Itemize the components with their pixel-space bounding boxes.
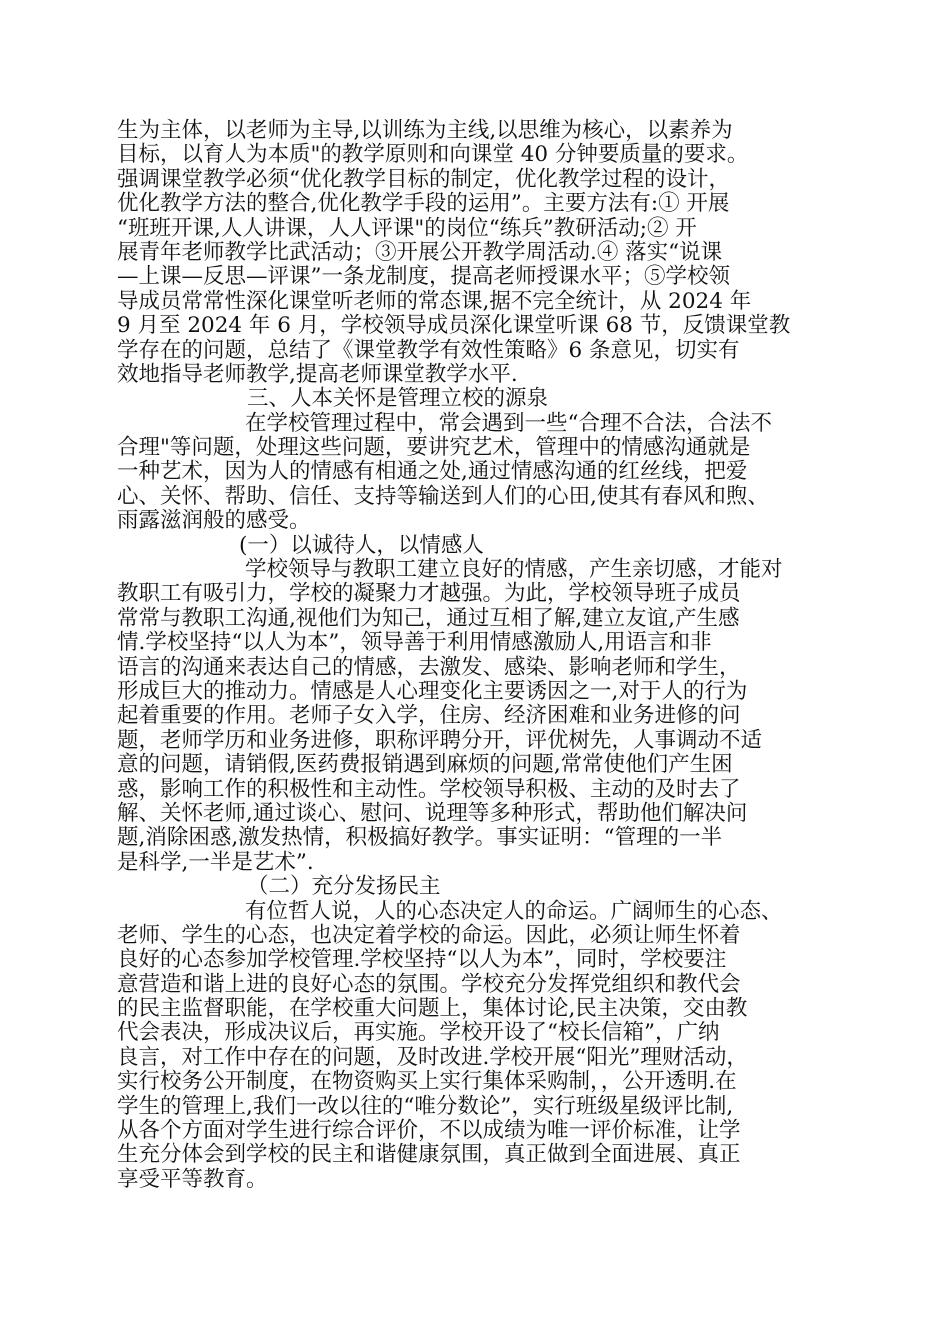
text-line: 形成巨大的推动力。情感是人心理变化主要诱因之一,对于人的行为: [117, 678, 748, 704]
text-line: 情.学校坚持“以人为本”，领导善于利用情感激励人,用语言和非: [117, 630, 712, 656]
text-line: 解、关怀老师,通过谈心、慰问、说理等多种形式，帮助他们解决问: [117, 800, 748, 826]
text-line: 起着重要的作用。老师子女入学，住房、经济困难和业务进修的问: [117, 703, 741, 729]
text-line: 展青年老师教学比武活动；③开展公开教学周活动.④ 落实“说课: [117, 239, 723, 265]
text-line: 实行校务公开制度，在物资购买上实行集体采购制，，公开透明.在: [117, 1069, 737, 1095]
text-line: 目标，以育人为本质"的教学原则和向课堂 40 分钟要质量的要求。: [117, 142, 749, 168]
text-line: 语言的沟通来表达自己的情感，去激发、感染、影响老师和学生，: [117, 654, 741, 680]
section-heading: (一）以诚待人，以情感人: [239, 532, 484, 558]
text-line: 导成员常常性深化课堂听老师的常态课,据不完全统计，从 2024 年: [117, 288, 752, 314]
text-line: 学生的管理上,我们一改以往的“唯分数论”，实行班级星级评比制,: [117, 1093, 734, 1119]
text-line: 老师、学生的心态，也决定着学校的命运。因此，必须让师生怀着: [117, 922, 741, 948]
text-line: 题,消除困惑,激发热情，积极搞好教学。事实证明：“管理的一半: [117, 825, 723, 851]
text-line: 题，老师学历和业务进修，职称评聘分开，评优树先，人事调动不适: [117, 727, 763, 753]
text-line: 一种艺术，因为人的情感有相通之处,通过情感沟通的红丝线，把爱: [117, 459, 748, 485]
text-line: 从各个方面对学生进行综合评价，不以成绩为唯一评价标准，让学: [117, 1118, 741, 1144]
text-line: 9 月至 2024 年 6 月，学校领导成员深化课堂听课 68 节，反馈课堂教: [117, 313, 791, 339]
section-heading: 三、人本关怀是管理立校的源泉: [247, 386, 549, 412]
text-line: 在学校管理过程中，常会遇到一些“合理不合法，合法不: [245, 410, 772, 436]
text-line: 意营造和谐上进的良好心态的氛围。学校充分发挥党组织和教代会: [117, 971, 741, 997]
text-line: 生为主体，以老师为主导,以训练为主线,以思维为核心，以素养为: [117, 118, 733, 143]
document-body: [117, 119, 823, 1192]
text-line: 心、关怀、帮助、信任、支持等输送到人们的心田,使其有春风和煦、: [117, 483, 769, 509]
text-line: 常常与教职工沟通,视他们为知己，通过互相了解,建立友谊,产生感: [117, 605, 740, 631]
text-line: 学校领导与教职工建立良好的情感，产生亲切感，才能对: [245, 557, 783, 583]
text-line: 有位哲人说，人的心态决定人的命运。广阔师生的心态、: [245, 898, 783, 924]
text-line: 合理"等问题，处理这些问题，要讲究艺术，管理中的情感沟通就是: [117, 435, 751, 461]
text-line: 良言，对工作中存在的问题，及时改进.学校开展“阳光”理财活动，: [117, 1044, 748, 1070]
text-line: 享受平等教育。: [117, 1166, 268, 1192]
text-line: 良好的心态参加学校管理.学校坚持“以人为本”，同时，学校要注: [117, 947, 727, 973]
text-line: 教职工有吸引力，学校的凝聚力才越强。为此，学校领导班子成员: [117, 581, 741, 607]
text-line: 的民主监督职能，在学校重大问题上，集体讨论,民主决策，交由教: [117, 996, 748, 1022]
section-heading: （二）充分发扬民主: [247, 874, 441, 900]
text-line: 强调课堂教学必须“优化教学目标的制定，优化教学过程的设计，: [117, 166, 730, 192]
text-line: 优化教学方法的整合,优化教学手段的运用”。主要方法有:① 开展: [117, 191, 730, 217]
text-line: 雨露滋润般的感受。: [117, 508, 311, 534]
text-line: 代会表决，形成决议后，再实施。学校开设了“校长信箱”，广纳: [117, 1020, 720, 1046]
text-line: 是科学,一半是艺术”.: [117, 849, 314, 875]
text-line: 效地指导老师教学,提高老师课堂教学水平.: [117, 361, 518, 387]
text-line: 惑，影响工作的积极性和主动性。学校领导积极、主动的及时去了: [117, 776, 741, 802]
text-line: —上课—反思—评课”一条龙制度，提高老师授课水平；⑤学校领: [117, 264, 730, 290]
text-line: “班班开课,人人讲课，人人评课"的岗位“练兵”教研活动;② 开: [117, 215, 697, 241]
text-line: 学存在的问题，总结了《课堂教学有效性策略》6 条意见，切实有: [117, 337, 740, 363]
text-line: 意的问题，请销假,医药费报销遇到麻烦的问题,常常使他们产生困: [117, 752, 733, 778]
text-line: 生充分体会到学校的民主和谐健康氛围，真正做到全面进展、真正: [117, 1142, 741, 1168]
